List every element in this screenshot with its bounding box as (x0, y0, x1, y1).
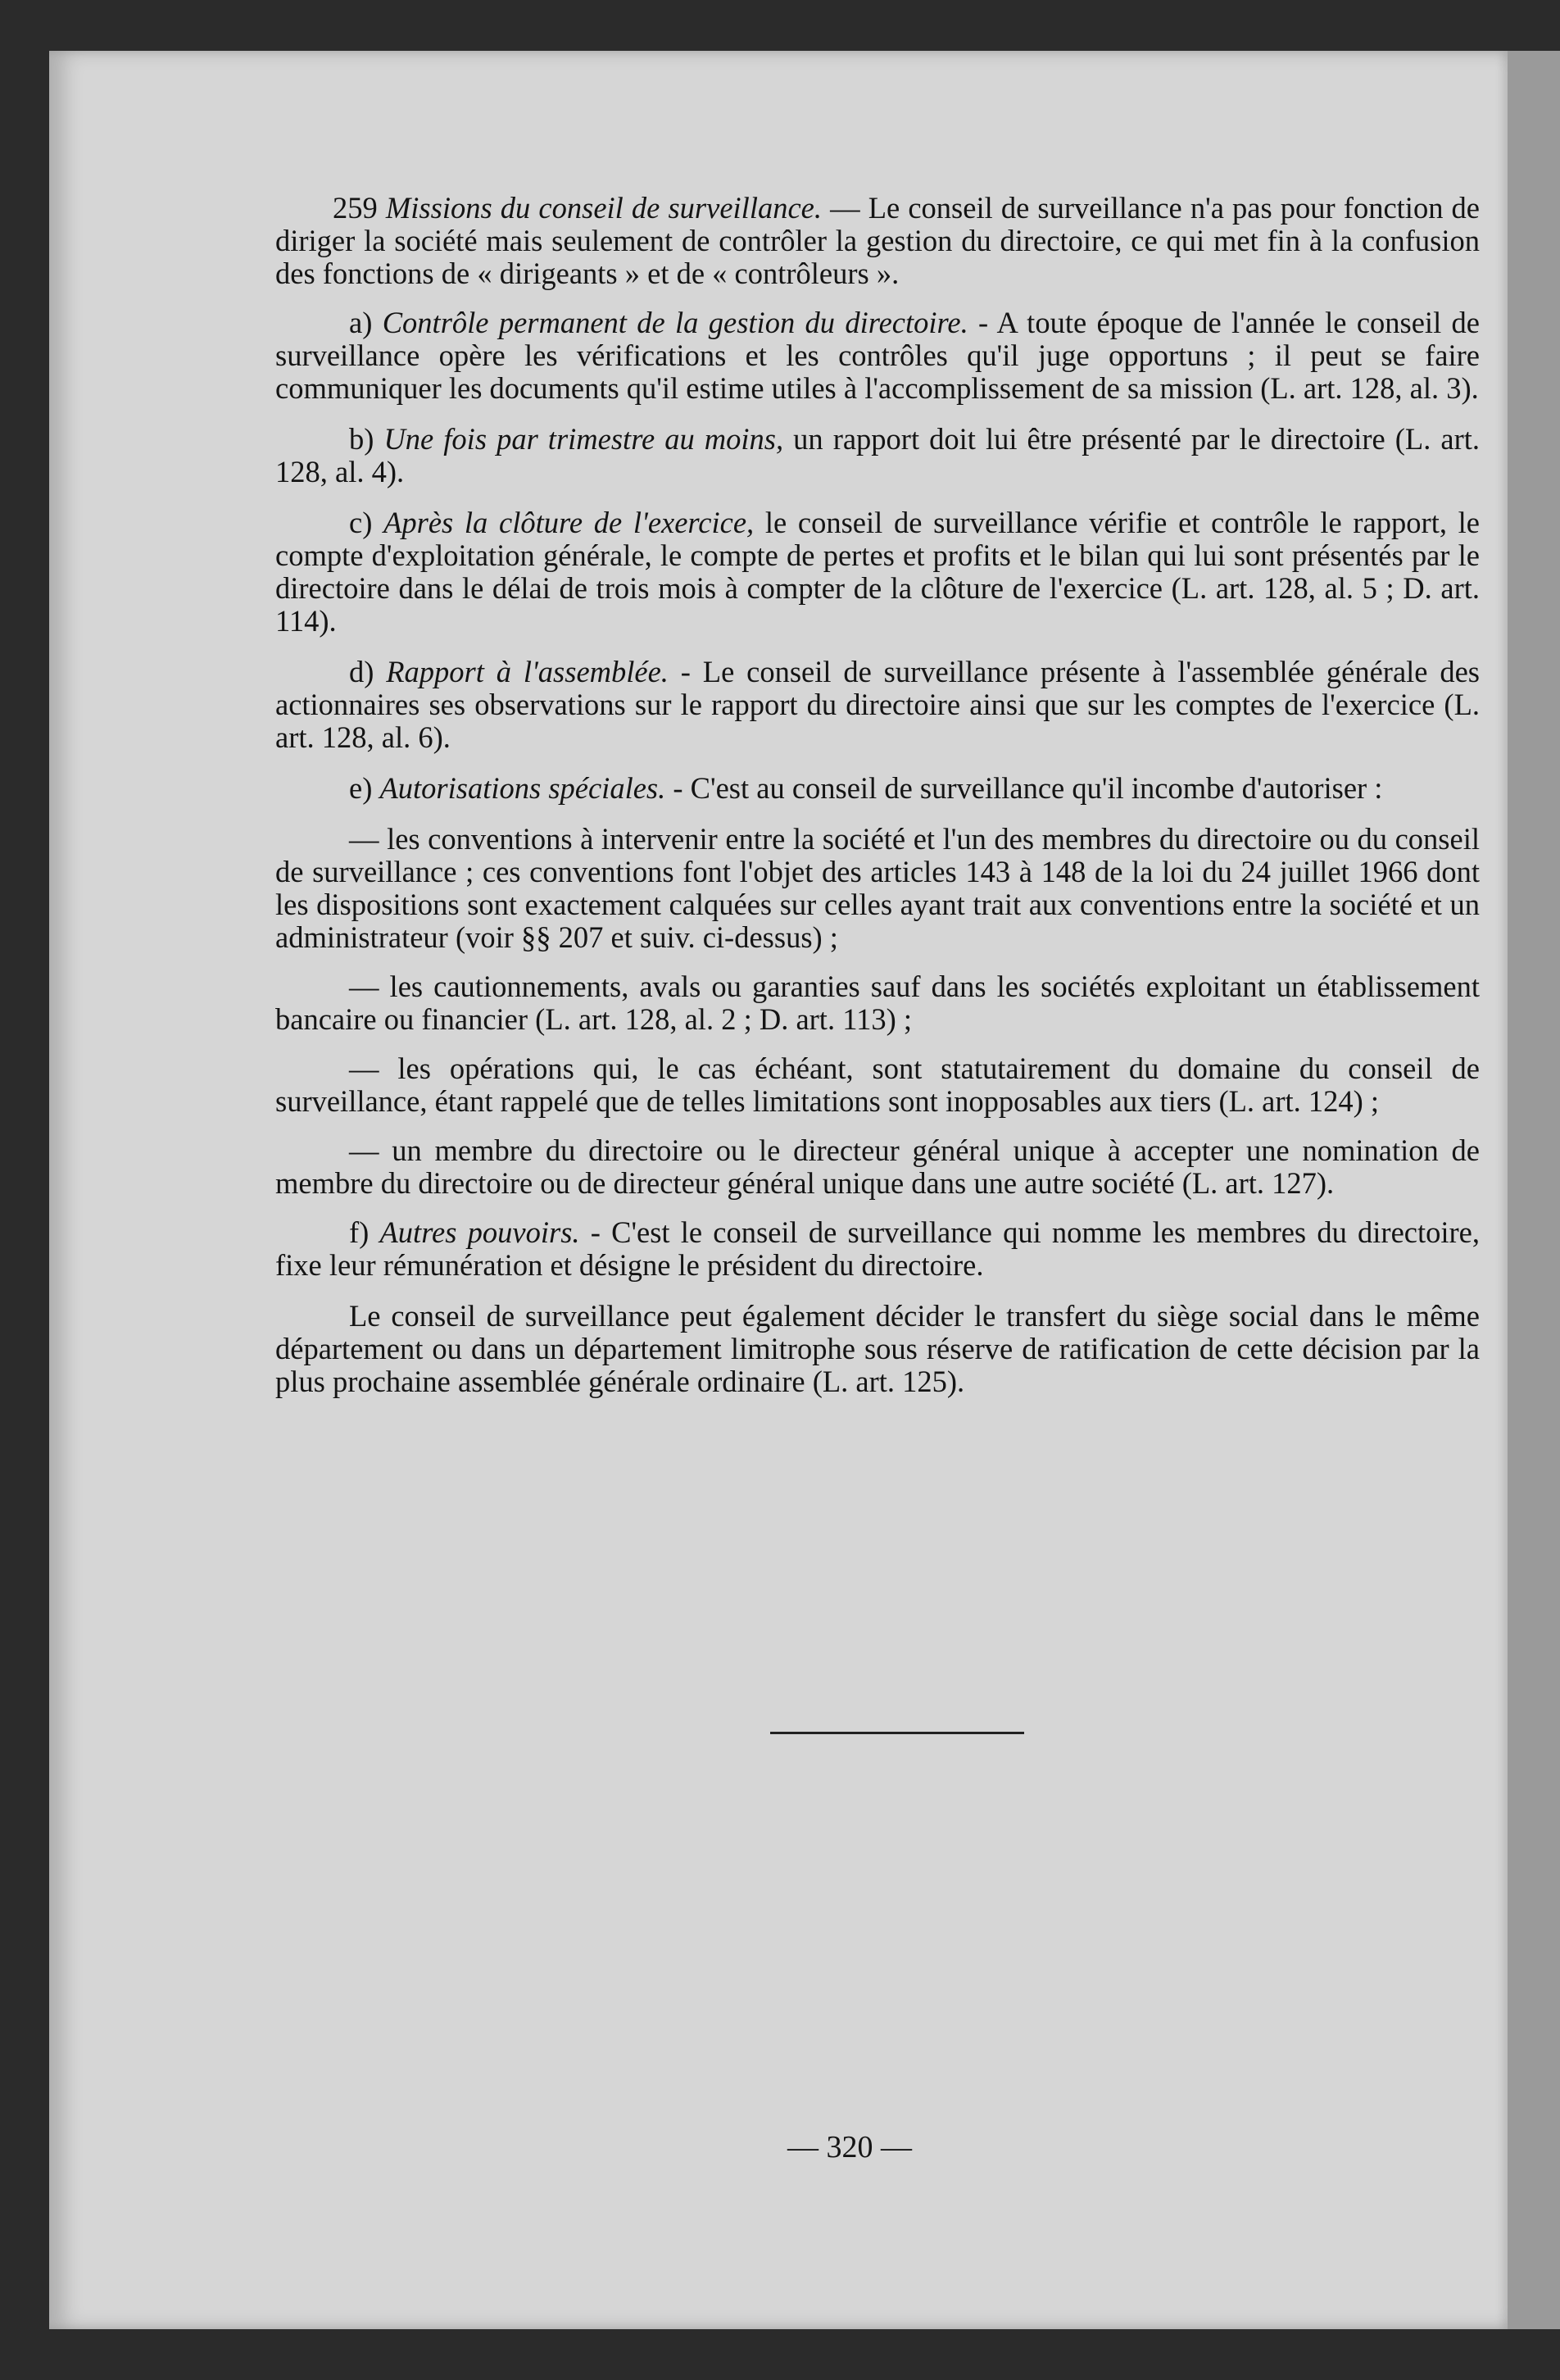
item-text: - Le conseil de surveillance présente à l'assemblée générale des actionnaires ses observations sur le rapport du directoire ainsi que sur les comptes de l'exercice (L. art. 128, al. 6). (275, 655, 1480, 754)
dash-item: — les opérations qui, le cas échéant, sont statutairement du domaine du conseil de surveillance, étant rappelé que de telles limitations sont inopposables aux tiers (L. art. 124) ; (275, 1051, 1480, 1118)
item-f (275, 1216, 1480, 1282)
dash-item: — les cautionnements, avals ou garanties sauf dans les sociétés exploitant un établissement bancaire ou financier (L. art. 128, al. 2 ; D. art. 113) ; (275, 970, 1480, 1036)
item-title: Rapport à l'assemblée. (386, 655, 669, 688)
item-letter: d) (349, 655, 374, 688)
body-text (275, 192, 1480, 1416)
section-number: 259 (333, 191, 378, 225)
item-title: Autres pouvoirs. (379, 1215, 580, 1249)
dash-item: — un membre du directoire ou le directeur général unique à accepter une nomination de membre du directoire ou de directeur général unique dans une autre société (L. art. 127). (275, 1133, 1480, 1200)
item-text: - C'est au conseil de surveillance qu'il incombe d'autoriser : (665, 771, 1383, 805)
item-title: Autorisations spéciales. (379, 771, 666, 805)
dash-item: — les conventions à intervenir entre la société et l'un des membres du directoire ou du conseil de surveillance ; ces conventions font l'objet des articles 143 à 148 de la loi du 24 juillet 1966 dont les dispositions sont exactement calquées sur celles ayant trait aux conventions entre la société et un administrateur (voir §§ 207 et suiv. ci-dessus) ; (275, 822, 1480, 954)
item-letter: e) (349, 771, 373, 805)
separator-rule (770, 1732, 1024, 1734)
section-paragraph (275, 192, 1480, 290)
item-c (275, 506, 1480, 638)
item-text: - A toute époque de l'année le conseil de surveillance opère les vérifications et les contrôles qu'il juge opportuns ; il peut se faire communiquer les documents qu'il estime utiles à l'accomplissement de sa mission (L. art. 128, al. 3). (275, 306, 1480, 405)
item-letter: a) (349, 306, 373, 339)
facing-page-edge (1508, 51, 1560, 2329)
section-title: Missions du conseil de surveillance. (385, 191, 822, 225)
closing-paragraph: Le conseil de surveillance peut également décider le transfert du siège social dans le même département ou dans un département limitrophe sous réserve de ratification de cette décision par la plus prochaine assemblée générale ordinaire (L. art. 125). (275, 1299, 1480, 1398)
item-letter: c) (349, 506, 373, 539)
item-a (275, 307, 1480, 405)
item-b (275, 423, 1480, 488)
item-title: Contrôle permanent de la gestion du directoire. (382, 306, 968, 339)
section-text: — Le conseil de surveillance n'a pas pour fonction de diriger la société mais seulement de contrôler la gestion du directoire, ce qui met fin à la confusion des fonctions de « dirigeants » et de « contrôleurs ». (275, 191, 1481, 290)
item-d (275, 656, 1480, 754)
item-text: un rapport doit lui être présenté par le directoire (L. art. 128, al. 4). (275, 422, 1480, 488)
item-text: - C'est le conseil de surveillance qui nomme les membres du directoire, fixe leur rémunération et désigne le président du directoire. (275, 1215, 1480, 1282)
item-letter: b) (349, 422, 374, 456)
item-letter: f) (349, 1215, 370, 1249)
item-text: le conseil de surveillance vérifie et contrôle le rapport, le compte d'exploitation générale, le compte de pertes et profits et le bilan qui lui sont présentés par le directoire dans le délai de trois mois à compter de la clôture de l'exercice (L. art. 128, al. 5 ; D. art. 114). (275, 506, 1480, 638)
item-e (275, 772, 1480, 805)
item-title: Après la clôture de l'exercice, (383, 506, 755, 539)
item-title: Une fois par trimestre au moins, (383, 422, 784, 456)
page-number: — 320 — (787, 2130, 912, 2164)
